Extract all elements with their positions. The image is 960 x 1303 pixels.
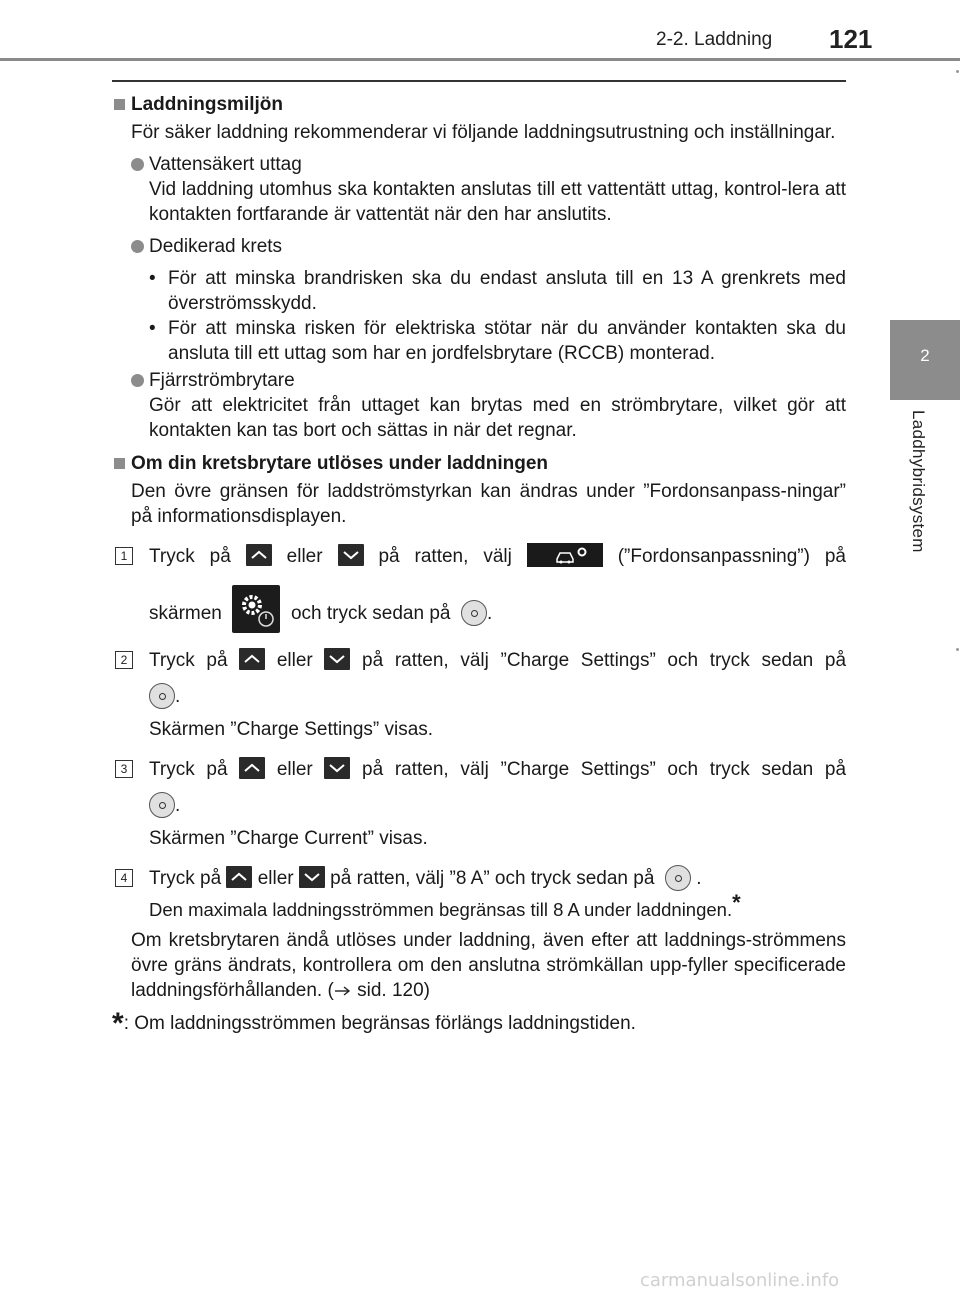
step-text: på ratten, välj ”Charge Settings” och tryck sedan på	[362, 759, 847, 780]
step-text: på ratten, välj ”8 A” och tryck sedan på	[330, 868, 655, 889]
ok-button-icon[interactable]	[665, 865, 691, 891]
step-text: eller	[286, 546, 323, 567]
step-note: Den maximala laddningsströmmen begränsas till 8 A under laddningen.	[149, 899, 733, 920]
header-rule	[0, 58, 960, 61]
item-text: Gör att elektricitet från uttaget kan brytas med en strömbrytare, vilket gör att kontakten kan tas bort och sättas in när det regnar.	[149, 395, 846, 441]
edge-mark	[956, 70, 959, 73]
step-number: 3	[115, 760, 133, 778]
section-intro: För säker laddning rekommenderar vi följande laddningsutrustning och inställningar.	[131, 122, 836, 143]
step-number: 1	[115, 547, 133, 565]
up-arrow-button-icon[interactable]	[239, 648, 265, 670]
down-arrow-button-icon[interactable]	[324, 648, 350, 670]
circle-bullet-icon	[131, 158, 144, 171]
page-reference-link[interactable]: sid. 120)	[357, 980, 430, 1001]
ok-button-icon[interactable]	[149, 792, 175, 818]
ok-button-icon[interactable]	[461, 600, 487, 626]
edge-mark	[956, 648, 959, 651]
section-heading	[112, 451, 846, 476]
step-line	[149, 865, 846, 893]
step-text: .	[175, 795, 181, 816]
item-title: Vattensäkert uttag	[149, 154, 302, 175]
step-note: Skärmen ”Charge Settings” visas.	[149, 719, 434, 740]
item-text: Vid laddning utomhus ska kontakten anslutas till ett vattentätt uttag, kontrol-lera att kontakten fortfarande är vattentät när den har anslutits.	[149, 179, 846, 225]
section-intro: Den övre gränsen för laddströmstyrkan kan ändras under ”Fordonsanpass-ningar” på informationsdisplayen.	[131, 481, 846, 527]
chapter-tab[interactable]	[890, 320, 960, 400]
bullet-item: • För att minska risken för elektriska stötar när du använder kontakten ska du ansluta till ett uttag som har en jordfelsbrytare (RCCB) monterad.	[149, 316, 846, 366]
step-2	[112, 647, 846, 742]
up-arrow-button-icon[interactable]	[246, 544, 272, 566]
up-arrow-button-icon[interactable]	[226, 866, 252, 888]
step-line	[149, 585, 846, 633]
item-title: Fjärrströmbrytare	[149, 370, 295, 391]
step-text: och tryck sedan på	[290, 603, 451, 624]
step-line	[149, 647, 846, 675]
up-arrow-button-icon[interactable]	[239, 757, 265, 779]
closing-paragraph	[112, 928, 846, 1003]
step-text: på ratten, välj ”Charge Settings” och tryck sedan på	[362, 650, 847, 671]
step-text: Tryck på	[149, 546, 231, 567]
step-line	[149, 683, 846, 711]
step-text: Tryck på	[149, 759, 228, 780]
footnote-text: : Om laddningsströmmen begränsas förlängs laddningstiden.	[123, 1013, 636, 1034]
circle-bullet-icon	[131, 240, 144, 253]
circle-bullet-icon	[131, 374, 144, 387]
page-content	[112, 92, 847, 1040]
bullet-item: • För att minska brandrisken ska du endast ansluta till en 13 A grenkrets med överströmsskydd.	[149, 266, 846, 316]
step-text: .	[487, 603, 493, 624]
watermark: carmanualsonline.info	[640, 1270, 840, 1291]
arrow-right-icon[interactable]	[334, 980, 352, 1001]
list-item	[112, 152, 846, 227]
chapter-tab-label: Laddhybridsystem	[909, 410, 928, 553]
step-line	[149, 756, 846, 784]
down-arrow-button-icon[interactable]	[324, 757, 350, 779]
step-text: skärmen	[149, 603, 222, 624]
chapter-tab-number: 2	[920, 346, 930, 365]
step-note: Skärmen ”Charge Current” visas.	[149, 828, 428, 849]
chapter-title: 2-2. Laddning	[656, 29, 773, 50]
closing-text: Om kretsbrytaren ändå utlöses under laddning, även efter att laddnings-strömmens övre gräns ändrats, kontrollera om den anslutna strömkällan upp-fyller specificerade laddningsförhållanden. (	[131, 930, 846, 1001]
content-top-rule	[112, 80, 846, 82]
step-1	[112, 543, 846, 633]
step-text: .	[696, 868, 702, 889]
step-text: eller	[257, 868, 294, 889]
step-4	[112, 865, 846, 922]
step-line	[149, 543, 846, 571]
step-text: .	[175, 686, 181, 707]
list-item	[112, 234, 846, 259]
down-arrow-button-icon[interactable]	[299, 866, 325, 888]
step-text: på ratten, välj	[378, 546, 512, 567]
step-3	[112, 756, 846, 851]
section-heading	[112, 92, 846, 117]
step-note-line	[149, 890, 846, 922]
square-bullet-icon	[114, 99, 125, 110]
step-text: (”Fordonsanpassning”) på	[617, 546, 846, 567]
bullet-list	[112, 266, 846, 366]
down-arrow-button-icon[interactable]	[338, 544, 364, 566]
list-item	[112, 368, 846, 443]
item-title: Dedikerad krets	[149, 236, 283, 257]
step-line	[149, 792, 846, 820]
step-text: eller	[276, 759, 313, 780]
ok-button-icon[interactable]	[149, 683, 175, 709]
step-number: 2	[115, 651, 133, 669]
section-title: Laddningsmiljön	[131, 94, 283, 115]
step-number: 4	[115, 869, 133, 887]
step-text: Tryck på	[149, 868, 222, 889]
step-text: Tryck på	[149, 650, 228, 671]
settings-gear-icon[interactable]	[232, 585, 280, 633]
step-text: eller	[276, 650, 313, 671]
vehicle-customization-icon[interactable]	[527, 543, 603, 567]
footnote-marker: *	[732, 890, 741, 915]
section-title: Om din kretsbrytare utlöses under laddningen	[131, 453, 549, 474]
footnote	[112, 1007, 846, 1040]
footnote-marker: *	[112, 1007, 124, 1040]
square-bullet-icon	[114, 458, 125, 469]
page-number: 121	[829, 24, 873, 54]
